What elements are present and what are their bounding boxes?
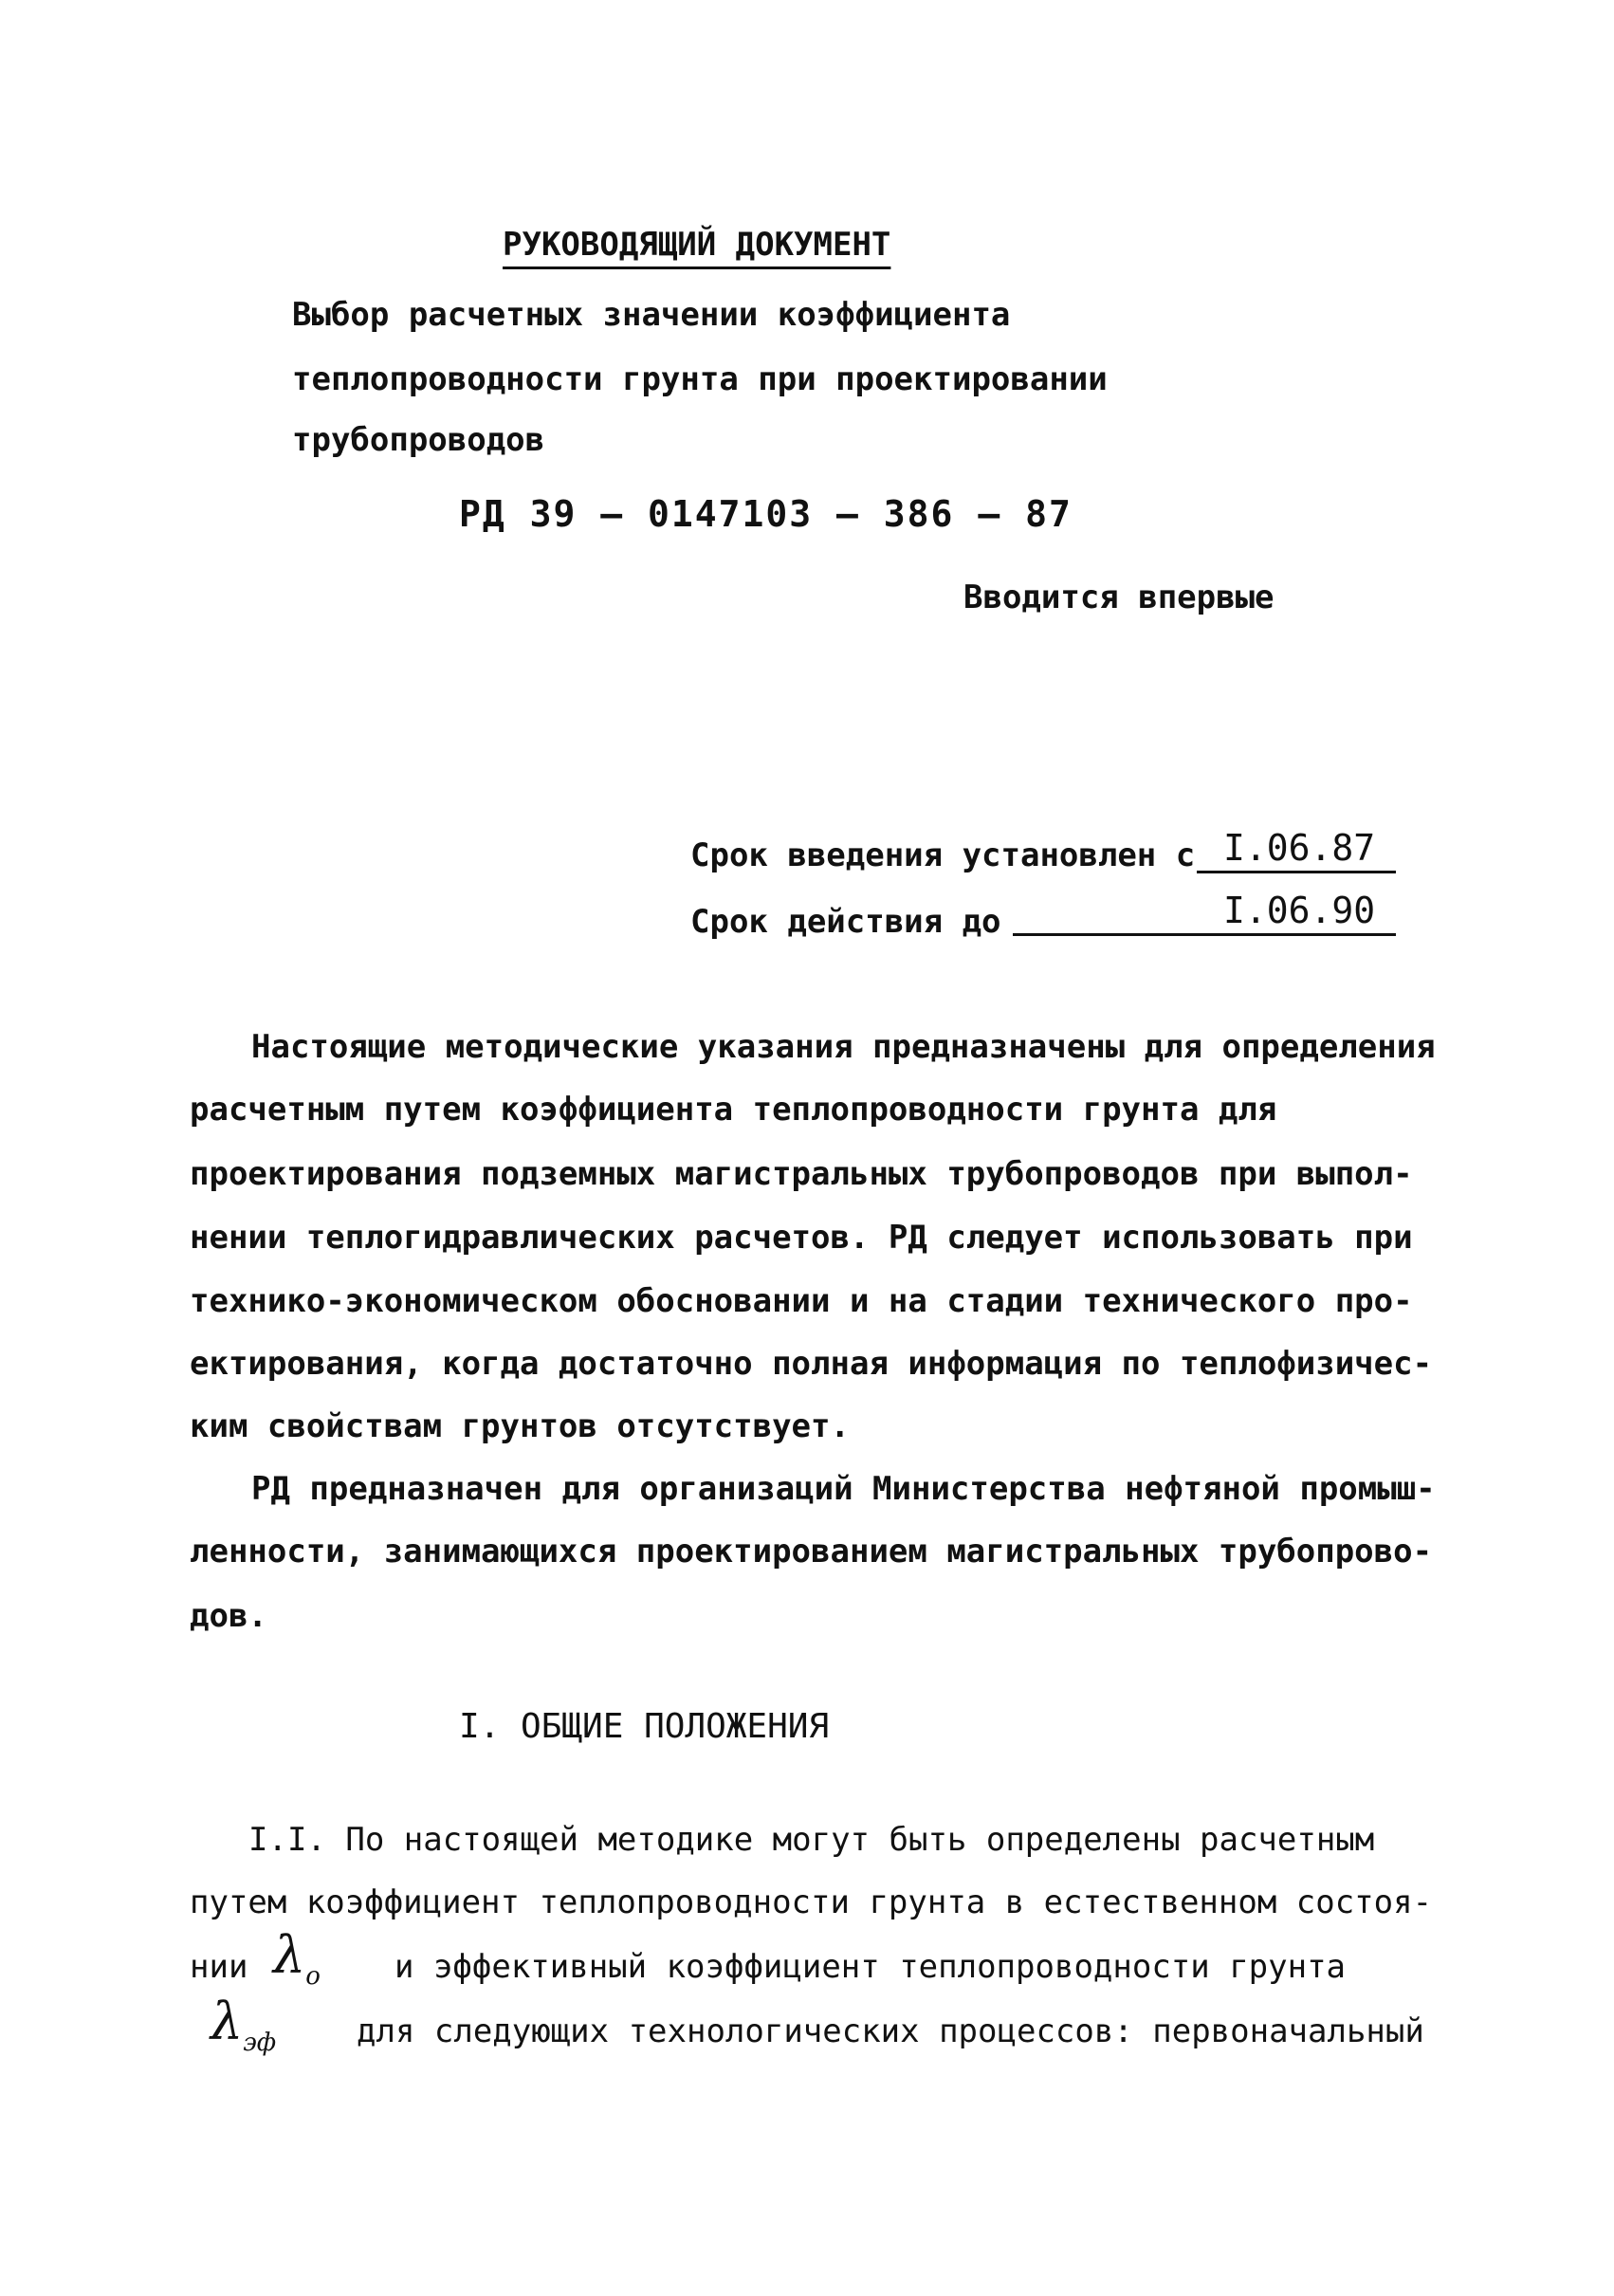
section-line-3-end: и эффективный коэффициент теплопроводности грунта [394,1948,1347,1986]
paragraph-line: ленности, занимающихся проектированием магистральных трубопрово- [190,1533,1433,1570]
section-line-3-start: нии [190,1948,248,1986]
lambda-symbol: λ [211,1992,244,2051]
paragraph-line: технико-экономическом обосновании и на стадии технического про- [190,1282,1413,1320]
paragraph-line: расчетным путем коэффициента теплопроводности грунта для [190,1091,1277,1129]
effective-date-value: I.06.87 [1223,827,1376,869]
lambda-symbol: λ [273,1925,306,1985]
section-line-2: путем коэффициент теплопроводности грунта в естественном состоя- [190,1883,1433,1921]
introduced-note: Вводится впервые [963,579,1275,616]
document-title-line-1: Выбор расчетных значении коэффициента [292,296,1011,334]
document-title-line-2: теплопроводности грунта при проектировании [292,360,1108,398]
paragraph-line: РД предназначен для организаций Министерства нефтяной промыш- [251,1470,1436,1508]
document-type-heading: РУКОВОДЯЩИЙ ДОКУМЕНТ [503,226,891,264]
paragraph-line: ким свойствам грунтов отсутствует. [190,1407,850,1445]
document-code: РД 39 – 0147103 – 386 – 87 [459,493,1073,535]
expiry-date-label: Срок действия до [690,903,1001,941]
lambda-subscript: эф [243,2028,277,2057]
paragraph-line: ектирования, когда достаточно полная информация по теплофизичес- [190,1345,1433,1383]
section-heading: I. ОБЩИЕ ПОЛОЖЕНИЯ [459,1707,830,1746]
paragraph-line: Настоящие методические указания предназначены для определения [251,1028,1436,1066]
lambda-subscript: o [305,1961,321,1991]
effective-date-label: Срок введения установлен с [690,836,1196,874]
section-line-4: для следующих технологических процессов: первоначальный [357,2012,1424,2050]
paragraph-line: нении теплогидравлических расчетов. РД следует использовать при [190,1219,1413,1257]
document-title-line-3: трубопроводов [292,421,545,459]
paragraph-line: дов. [190,1597,267,1635]
lambda-natural-symbol [273,1925,321,1991]
paragraph-line: проектирования подземных магистральных трубопроводов при выпол- [190,1155,1413,1193]
section-line-1: I.I. По настоящей методике могут быть определены расчетным [248,1821,1375,1859]
lambda-effective-symbol [211,1992,276,2057]
expiry-date-value: I.06.90 [1223,890,1376,931]
